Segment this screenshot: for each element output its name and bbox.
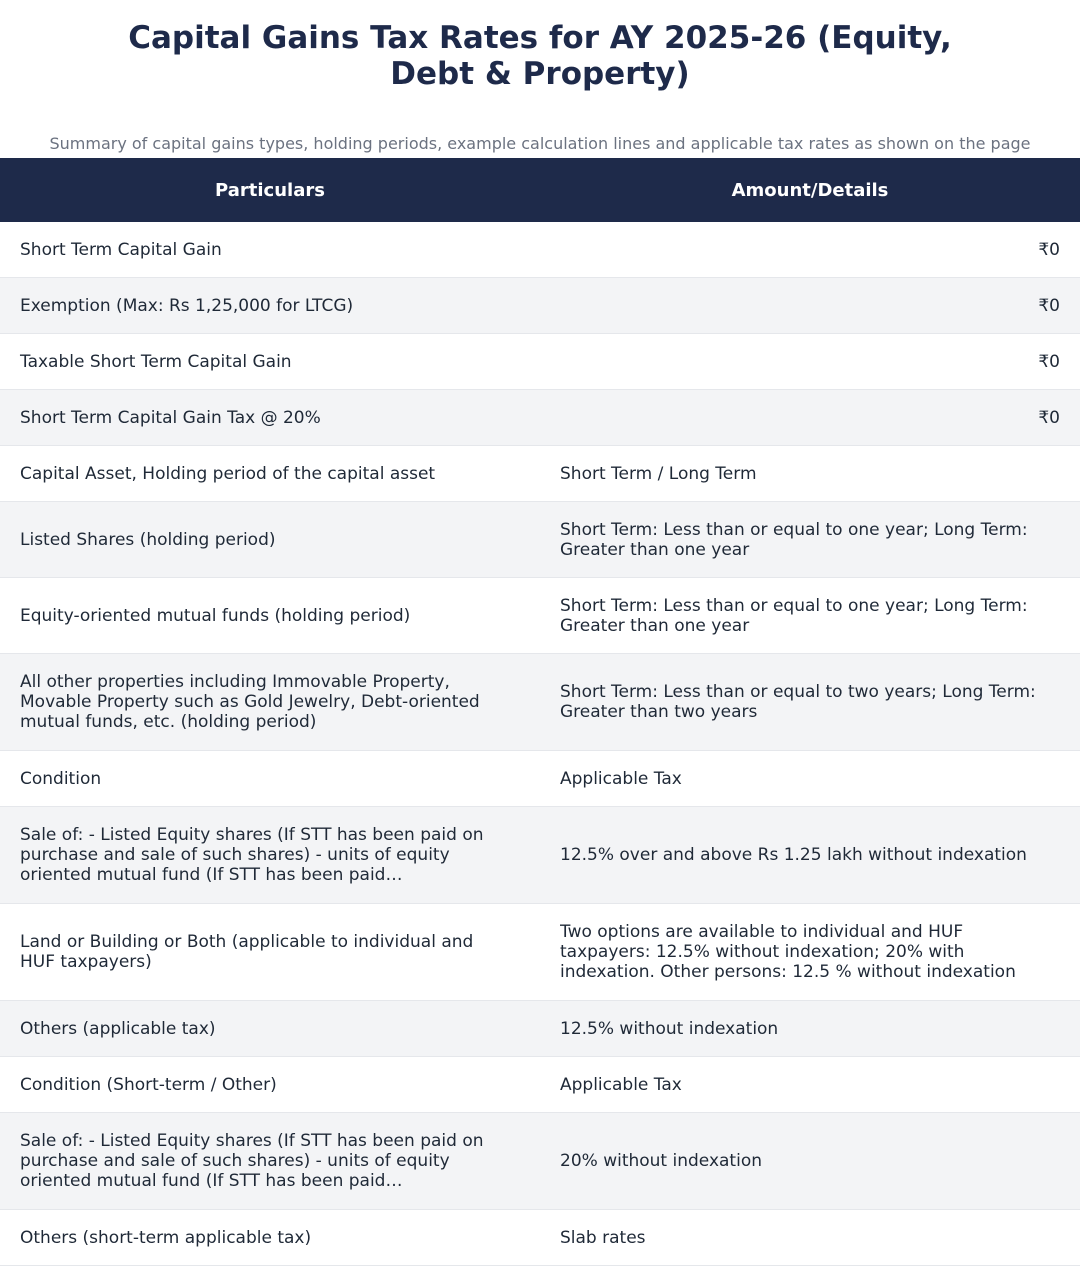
details-cell: Short Term: Less than or equal to one year; Long Term: Greater than one year: [540, 502, 1080, 578]
table-row: [0, 654, 1080, 751]
table-row: [0, 502, 1080, 578]
amount-cell: ₹0: [540, 334, 1080, 390]
particulars-text: Sale of: - Listed Equity shares (If STT has been paid on purchase and sale of such shares) - units of equity oriented mutual fund (If STT has been paid…: [20, 1131, 484, 1191]
amount-cell: ₹0: [540, 390, 1080, 446]
particulars-cell: Others (short-term applicable tax): [0, 1210, 540, 1266]
table-row: [0, 446, 1080, 502]
details-cell: [540, 904, 1080, 1001]
table-row: [0, 807, 1080, 904]
table-row: [0, 278, 1080, 334]
table-row: [0, 222, 1080, 278]
amount-cell: ₹0: [540, 278, 1080, 334]
details-cell: Applicable Tax: [540, 1057, 1080, 1113]
table-row: [0, 334, 1080, 390]
table-row: [0, 578, 1080, 654]
details-cell: Applicable Tax: [540, 751, 1080, 807]
details-cell: 12.5% over and above Rs 1.25 lakh without indexation: [540, 807, 1080, 904]
particulars-cell: Short Term Capital Gain Tax @ 20%: [0, 390, 540, 446]
details-cell: Short Term: Less than or equal to one year; Long Term: Greater than one year: [540, 578, 1080, 654]
particulars-cell: [0, 1113, 540, 1210]
particulars-cell: Exemption (Max: Rs 1,25,000 for LTCG): [0, 278, 540, 334]
particulars-cell: Others (applicable tax): [0, 1001, 540, 1057]
particulars-cell: Capital Asset, Holding period of the capital asset: [0, 446, 540, 502]
details-cell: Slab rates: [540, 1210, 1080, 1266]
particulars-text: All other properties including Immovable Property, Movable Property such as Gold Jewelry, Debt-oriented mutual funds, etc. (holding period): [20, 672, 480, 732]
particulars-cell: Short Term Capital Gain: [0, 222, 540, 278]
details-cell: 12.5% without indexation: [540, 1001, 1080, 1057]
page-title: Capital Gains Tax Rates for AY 2025-26 (Equity, Debt & Property): [128, 20, 952, 92]
particulars-cell: Condition: [0, 751, 540, 807]
amount-cell: ₹0: [540, 222, 1080, 278]
details-cell: 20% without indexation: [540, 1113, 1080, 1210]
table-row: [0, 1210, 1080, 1266]
details-text: Two options are available to individual and HUF taxpayers: 12.5% without indexation; 20% with indexation. Other persons: 12.5 % without indexation: [560, 922, 1016, 982]
table-row: [0, 1001, 1080, 1057]
particulars-cell: [0, 654, 540, 751]
capital-gains-table: [0, 158, 1080, 1266]
table-header-row: [0, 158, 1080, 222]
particulars-cell: Taxable Short Term Capital Gain: [0, 334, 540, 390]
column-header-amount-details: Amount/Details: [540, 158, 1080, 222]
column-header-particulars: Particulars: [0, 158, 540, 222]
particulars-cell: [0, 807, 540, 904]
particulars-cell: Listed Shares (holding period): [0, 502, 540, 578]
table-row: [0, 1057, 1080, 1113]
particulars-cell: Equity-oriented mutual funds (holding period): [0, 578, 540, 654]
table-row: [0, 751, 1080, 807]
details-cell: Short Term: Less than or equal to two years; Long Term: Greater than two years: [540, 654, 1080, 751]
particulars-text: Sale of: - Listed Equity shares (If STT has been paid on purchase and sale of such shares) - units of equity oriented mutual fund (If STT has been paid…: [20, 825, 484, 885]
table-row: [0, 904, 1080, 1001]
page-subtitle: Summary of capital gains types, holding periods, example calculation lines and applicable tax rates as shown on the page: [49, 134, 1031, 153]
details-cell: Short Term / Long Term: [540, 446, 1080, 502]
particulars-cell: Condition (Short-term / Other): [0, 1057, 540, 1113]
table-row: [0, 390, 1080, 446]
table-row: [0, 1113, 1080, 1210]
particulars-cell: Land or Building or Both (applicable to individual and HUF taxpayers): [0, 904, 540, 1001]
